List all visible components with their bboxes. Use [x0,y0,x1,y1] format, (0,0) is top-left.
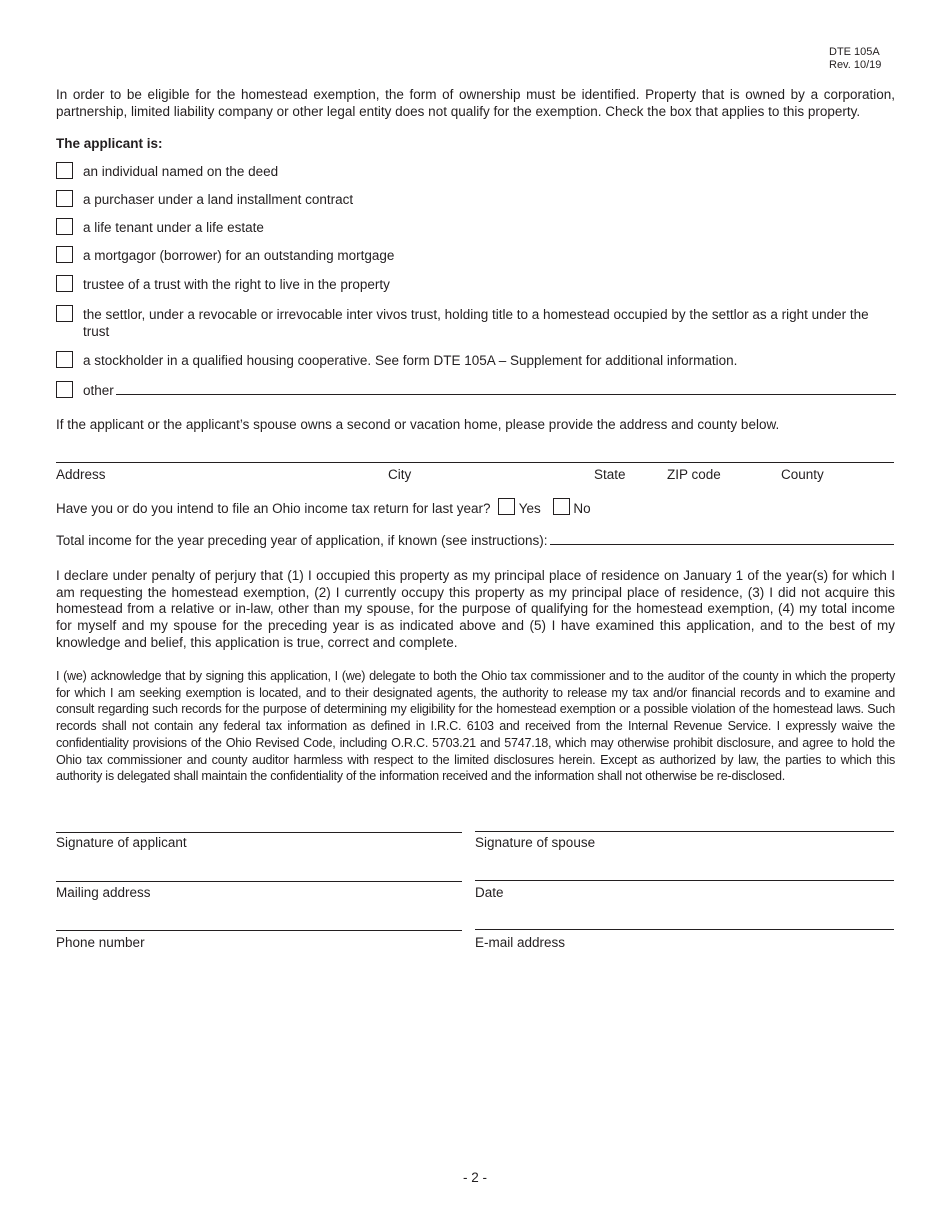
option-stockholder [56,353,896,370]
second-home-prompt: If the applicant or the applicant’s spouse owns a second or vacation home, please provide the address and county below. [56,417,780,432]
option-mortgagor-label: a mortgagor (borrower) for an outstanding mortgage [83,248,395,263]
second-home-address-line[interactable] [56,462,894,463]
date-line[interactable] [475,880,894,881]
option-other [56,383,896,400]
option-settlor-label: the settlor, under a revocable or irrevocable inter vivos trust, holding title to a homestead occupied by the settlor as a right under the trust [83,307,869,339]
zip-column-label: ZIP code [667,467,721,482]
option-life-tenant-label: a life tenant under a life estate [83,220,264,235]
option-life-tenant [56,220,896,237]
no-checkbox[interactable] [553,498,570,515]
option-other-label: other [83,383,114,398]
yes-label: Yes [518,501,541,516]
mailing-address-line[interactable] [56,881,462,882]
option-trustee [56,277,896,294]
option-stockholder-checkbox[interactable] [56,351,73,368]
phone-number-label: Phone number [56,935,145,950]
city-column-label: City [388,467,412,482]
applicant-signature-line[interactable] [56,832,462,833]
option-individual-checkbox[interactable] [56,162,73,179]
state-column-label: State [594,467,626,482]
applicant-heading: The applicant is: [56,136,163,151]
no-label: No [573,501,591,516]
option-purchaser [56,192,896,209]
total-income-row [56,533,894,548]
option-settlor [56,307,896,340]
option-purchaser-label: a purchaser under a land installment contract [83,192,354,207]
option-other-input-line[interactable] [116,383,896,395]
option-mortgagor [56,248,896,265]
phone-number-line[interactable] [56,930,462,931]
mailing-address-label: Mailing address [56,885,151,900]
declaration-paragraph: I declare under penalty of perjury that (1) I occupied this property as my principal place of residence on January 1 of the year(s) for which I am requesting the homestead exemption, (2) I currently occupy this property as my principal place of residence, (3) I did not acquire this homestead from a relative or in-law, other than my spouse, for the purpose of qualifying for the homestead exemption, (4) my total income for myself and my spouse for the preceding year is as indicated above and (5) I have examined this application, and to the best of my knowledge and belief, this application is true, correct and complete. [56,568,895,650]
address-column-label: Address [56,467,106,482]
form-revision: Rev. 10/19 [829,59,882,71]
option-other-checkbox[interactable] [56,381,73,398]
option-life-tenant-checkbox[interactable] [56,218,73,235]
option-individual [56,164,896,181]
total-income-label: Total income for the year preceding year of application, if known (see instructions): [56,533,548,548]
email-address-line[interactable] [475,929,894,930]
ohio-return-question-row [56,498,591,516]
option-mortgagor-checkbox[interactable] [56,246,73,263]
option-stockholder-label: a stockholder in a qualified housing cooperative. See form DTE 105A – Supplement for additional information. [83,353,738,368]
spouse-signature-label: Signature of spouse [475,835,596,850]
email-address-label: E-mail address [475,935,566,950]
page-number: - 2 - [462,1170,487,1185]
applicant-signature-label: Signature of applicant [56,835,187,850]
form-number: DTE 105A [829,46,880,58]
county-column-label: County [781,467,824,482]
option-purchaser-checkbox[interactable] [56,190,73,207]
spouse-signature-line[interactable] [475,831,894,832]
form-header [829,46,881,72]
option-trustee-checkbox[interactable] [56,275,73,292]
yes-checkbox[interactable] [498,498,515,515]
ohio-return-question: Have you or do you intend to file an Ohio income tax return for last year? [56,501,491,516]
total-income-input-line[interactable] [550,544,895,545]
option-settlor-checkbox[interactable] [56,305,73,322]
option-individual-label: an individual named on the deed [83,164,279,179]
intro-paragraph: In order to be eligible for the homestead exemption, the form of ownership must be identified. Property that is owned by a corporation, partnership, limited liability company or other legal entity does not qualify for the exemption. Check the box that applies to this property. [56,87,895,119]
acknowledgement-paragraph: I (we) acknowledge that by signing this application, I (we) delegate to both the Ohio tax commissioner and to the auditor of the county in which the property for which I am seeking exemption is located, and to their designated agents, the authority to release my tax and/or financial records and to examine and consult regarding such records for the purpose of determining my eligibility for the homestead exemption or a possible violation of the homestead laws. Such records shall not contain any federal tax information as defined in I.R.C. 6103 and received from the Internal Revenue Service. I expressly waive the confidentiality provisions of the Ohio Revised Code, including O.R.C. 5703.21 and 5747.18, which may otherwise prohibit disclosure, and agree to hold the Ohio tax commissioner and county auditor harmless with respect to the limited disclosures herein. Except as authorized by law, the parties to which this authority is delegated shall maintain the confidentiality of the information received and the information shall not otherwise be re-disclosed. [56,669,895,784]
date-label: Date [475,885,504,900]
option-trustee-label: trustee of a trust with the right to live in the property [83,277,390,292]
